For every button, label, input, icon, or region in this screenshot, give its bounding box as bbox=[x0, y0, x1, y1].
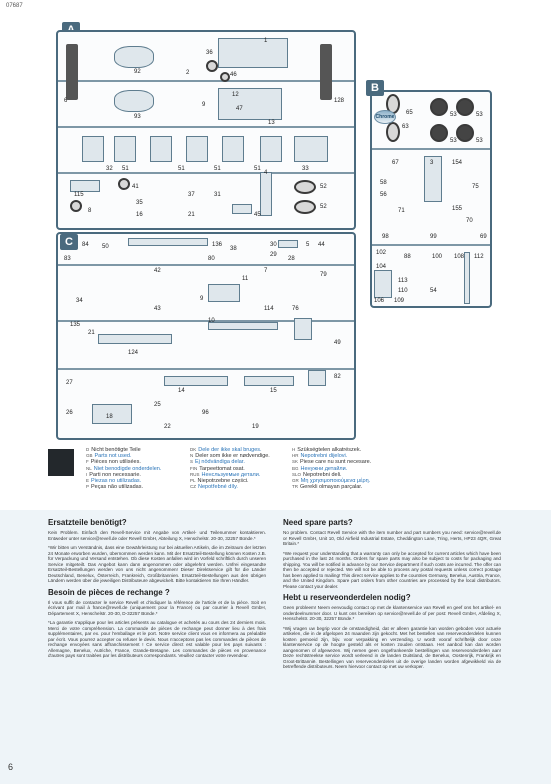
part-11-shape bbox=[208, 284, 240, 302]
part-115-shape bbox=[70, 180, 100, 192]
part-label: 83 bbox=[64, 256, 71, 262]
part-92-shape bbox=[114, 46, 154, 68]
part-label: 6 bbox=[64, 98, 68, 104]
nl-title: Hebt u reserveonderdelen nodig? bbox=[283, 593, 411, 602]
legend-column-2 bbox=[190, 447, 270, 490]
part-grid-shape bbox=[260, 136, 282, 162]
part-label: 104 bbox=[376, 264, 387, 270]
part-label: 115 bbox=[74, 192, 84, 198]
part-label: 47 bbox=[236, 106, 243, 112]
part-label: 37 bbox=[188, 192, 195, 198]
part-label: 3 bbox=[430, 160, 434, 166]
part-label: 51 bbox=[254, 166, 261, 172]
part-label: 63 bbox=[402, 124, 409, 130]
legend-text: Piese care nu sunt necesare. bbox=[300, 459, 372, 466]
legend-text: Niet benodigde onderdelen. bbox=[93, 465, 162, 472]
part-45-shape bbox=[232, 204, 252, 214]
part-label: 1 bbox=[264, 38, 268, 44]
part-label: 21 bbox=[188, 212, 195, 218]
part-label: 30 bbox=[270, 242, 277, 248]
language-code: BG bbox=[292, 465, 299, 471]
part-label: 155 bbox=[452, 206, 463, 212]
part-108-shape bbox=[464, 252, 470, 304]
language-code: I bbox=[86, 471, 88, 477]
part-label: 98 bbox=[382, 234, 389, 240]
fr-paragraph-1: Il vous suffit de contacter le service Revell et d'indiquer la référence de l'article et de la pièce. Soit en écrivant par mail à france@revell.de (uniquement pour la France) ou par courrier à Revell GmbH, Département X, Henschelstr. 20-30, D-32257 Bünde.* bbox=[48, 599, 266, 616]
sprue-rail bbox=[58, 80, 354, 82]
part-label: 71 bbox=[398, 208, 405, 214]
nl-paragraph-2: *Wij vragen uw begrip voor de omstandigheid, dat er alleen garantie kan worden geboden voor actuele artikelen, die in de afgelopen 24 maanden zijn gekocht. Met het bestellen van reserveonderdelen kunnen kosten gemoeid zijn, bijv. voor verpakking en verzending. U wordt vooraf schriftelijk door onze klantenservice op de hoogte gesteld als er kosten zouden ontstaan. Het aanbod kan dan worden aangenomen of afgewezen. Wij nemen geen ongefrankeerde bestellingen van reserveonderdelen aan! Deze rechtstreekse service wordt verleend in de landen Duitsland, de Benelux, Oostenrijk, Frankrijk en Groot-Brittannië. Bestellingen van reserveonderdelen uit de overige landen worden afgewikkeld via de betreffende distributeurs. Neem hiervoor contact op met uw verkoper. bbox=[283, 625, 501, 669]
part-label: 32 bbox=[106, 166, 113, 172]
language-code: SLO bbox=[292, 471, 302, 477]
sprue-rail bbox=[372, 148, 490, 150]
legend-text: Peças não utilizadas. bbox=[91, 484, 143, 491]
part-50-shape bbox=[128, 238, 208, 246]
en-paragraph-2: *We request your understanding that a warranty can only be accepted for current articles which have been purchased in the last 24 months. Orders for spare parts may also be subject to costs for packaging and shipping. You will be notified in advance by our Service department if such costs are incurred. The offer can then be accepted or rejected. We will not be able to process any postal requests unless correct postage has been applied to mailing! This direct service applies to the countries Germany, Benelux, Austria, France, and the United Kingdom. Spare part orders from other countries are processed by the local distributors. Please contact your dealer. bbox=[283, 550, 501, 589]
part-label: 100 bbox=[432, 254, 443, 260]
part-label: 51 bbox=[122, 166, 129, 172]
document-id: 07687 bbox=[6, 3, 23, 9]
language-code: RUS bbox=[190, 471, 200, 477]
sprue-a-frame bbox=[56, 30, 356, 230]
part-label: 50 bbox=[102, 244, 109, 250]
legend-text: Tarpeettomat osat. bbox=[199, 465, 245, 472]
sprue-c-label: C bbox=[60, 234, 78, 250]
part-label: 9 bbox=[202, 102, 206, 108]
part-label: 110 bbox=[398, 288, 408, 294]
part-label: 88 bbox=[404, 254, 411, 260]
part-93-shape bbox=[114, 90, 154, 112]
legend-text: Szükségtelen alkatrészek. bbox=[297, 447, 362, 453]
legend-text: Niepotrzebne części. bbox=[197, 478, 249, 485]
de-paragraph-1: Kein Problem. Einfach den Revell-Service mit Angabe von Artikel- und Teilenummer kontaktieren. Entweder unter service@revell.de oder Revell GmbH, Abteilung X, Henschelstr. 20-30, 32257 Bünde.* bbox=[48, 530, 266, 541]
legend-text: Dele der ikke skal bruges. bbox=[198, 447, 262, 453]
part-label: 22 bbox=[164, 424, 171, 430]
part-label: 128 bbox=[334, 98, 345, 104]
part-1-shape bbox=[218, 38, 288, 68]
unused-parts-swatch bbox=[48, 449, 74, 476]
part-label: 80 bbox=[208, 256, 215, 262]
legend-entry bbox=[190, 484, 270, 490]
part-label: 45 bbox=[254, 212, 261, 218]
part-label: 19 bbox=[252, 424, 259, 430]
language-code: TR bbox=[292, 484, 298, 490]
part-label: 84 bbox=[82, 242, 89, 248]
part-30-shape bbox=[278, 240, 298, 248]
part-label: 44 bbox=[318, 242, 325, 248]
part-label: 13 bbox=[268, 120, 275, 126]
service-left-column bbox=[48, 518, 266, 663]
part-label: 29 bbox=[270, 252, 277, 258]
legend-text: Nicht benötigte Teile bbox=[91, 447, 141, 453]
part-label: 67 bbox=[392, 160, 399, 166]
fr-paragraph-2: *La garantie s'applique pour les articles présents au catalogue et achetés au cours des 24 derniers mois. Merci de votre compréhension. La commande de pièces de rechange peut donner lieu à des frais supplémentaires, par ex. pour l'emballage et le port. Notre service client vous en informera au préalable par écrit. Vous pourrez accepter ou refuser le devis. Nous n'acceptons pas les commandes de pièces de rechange envoyées sans affranchissement ! Ce service direct est valable pour les pays suivants : Allemagne, Benelux, Autriche, France, Grande-Bretagne. Les commandes de pièces en provenance d'autres pays sont traitées par les distributeurs correspondants. Veuillez contacter votre revendeur. bbox=[48, 620, 266, 658]
part-label: 51 bbox=[178, 166, 185, 172]
tire-icon bbox=[456, 124, 474, 142]
part-label: 108 bbox=[454, 254, 465, 260]
part-2-shape bbox=[218, 88, 282, 120]
part-label: 109 bbox=[394, 298, 405, 304]
part-label: 16 bbox=[136, 212, 143, 218]
part-52-shape bbox=[294, 200, 316, 214]
part-65-shape bbox=[386, 122, 400, 142]
part-15-shape bbox=[244, 376, 294, 386]
part-label: 52 bbox=[320, 204, 327, 210]
part-127-shape bbox=[66, 44, 78, 100]
part-label: 26 bbox=[66, 410, 73, 416]
part-grid-shape bbox=[82, 136, 104, 162]
service-right-column bbox=[283, 518, 501, 674]
part-label: 46 bbox=[230, 72, 237, 78]
language-code: H bbox=[292, 447, 296, 452]
de-paragraph-2: *Wir bitten um Verständnis, dass eine Gewährleistung nur bei aktuellen Artikeln, die im Zeitraum der letzten 24 Monate erworben wurden, übernommen werden kann. Mit der Ersatzteil-Bestellung können Kosten z.B. für Verpackung und Versand entstehen. Ob diese Kosten anfallen wird im Vorfeld schriftlich durch unseren Service mitgeteilt. Das Angebot kann dann angenommen oder abgelehnt werden. Unfrei eingesandte Ersatzteil-Bestellungen werden von uns nicht angenommen! Dieser Direktservice gilt für die Länder Deutschland, Benelux, Österreich, Frankreich, Großbritannien. Ersatzteil-Bestellungen aus den übrigen Ländern werden über die jeweiligen Distributeure abgewickelt. Bitte kontaktieren Sie Ihren Händler. bbox=[48, 545, 266, 583]
part-label: 93 bbox=[134, 114, 141, 120]
part-label: 112 bbox=[474, 254, 484, 260]
tire-icon bbox=[430, 98, 448, 116]
part-label: 56 bbox=[380, 192, 387, 198]
part-label: 135 bbox=[70, 322, 81, 328]
legend-text: Nepotrebni dijelovi. bbox=[300, 453, 348, 460]
part-label: 124 bbox=[128, 350, 139, 356]
sprue-rail bbox=[58, 126, 354, 128]
legend-text: Ненужни детайли. bbox=[300, 465, 348, 472]
part-grid-shape bbox=[150, 136, 172, 162]
legend-text: Μη χρησιμοποιούμενα μέρη. bbox=[300, 478, 371, 485]
part-label: 92 bbox=[134, 69, 141, 75]
legend-text: Nepotrebni deli. bbox=[303, 471, 342, 478]
part-label: 11 bbox=[242, 276, 249, 282]
part-label: 154 bbox=[452, 160, 463, 166]
part-label: 25 bbox=[154, 402, 161, 408]
part-label: 53 bbox=[476, 138, 483, 144]
en-paragraph-1: No problem. Contact Revell Service with the item number and part numbers you need: service@revell.de or Revell GmbH, Unit 10, Old Airfield Industrial Estate, Cheddington Lane, Tring, Herts, HP23 4QR, Great Britain.* bbox=[283, 530, 501, 546]
sprue-b-label: B bbox=[366, 80, 384, 96]
legend-text: Pièces non utilisées. bbox=[90, 459, 141, 466]
part-label: 75 bbox=[472, 184, 479, 190]
part-label: 38 bbox=[230, 246, 237, 252]
part-label: 53 bbox=[450, 112, 457, 118]
part-label: 53 bbox=[450, 138, 457, 144]
part-label: 76 bbox=[292, 306, 299, 312]
sprue-rail bbox=[58, 172, 354, 174]
language-code: GR bbox=[292, 478, 299, 484]
sprue-rail bbox=[58, 264, 354, 266]
part-label: 28 bbox=[288, 256, 295, 262]
part-label: 2 bbox=[186, 70, 190, 76]
fr-title: Besoin de pièces de rechange ? bbox=[48, 587, 170, 597]
language-code: E bbox=[86, 478, 90, 484]
part-10-shape bbox=[208, 322, 278, 330]
legend-text: Parts not used. bbox=[94, 453, 132, 460]
legend-entry bbox=[292, 484, 371, 490]
sprue-c-frame bbox=[56, 232, 356, 440]
legend-text: Parti non necessarie. bbox=[89, 471, 141, 478]
language-code: PL bbox=[190, 478, 196, 484]
legend-text: Gerekli olmayan parçalar. bbox=[300, 484, 363, 491]
legend-entry bbox=[86, 484, 161, 490]
language-code: DK bbox=[190, 447, 197, 452]
legend-column-1 bbox=[86, 447, 161, 490]
part-label: 106 bbox=[374, 298, 385, 304]
part-label: 34 bbox=[76, 298, 83, 304]
part-label: 70 bbox=[466, 218, 473, 224]
part-label: 5 bbox=[306, 242, 310, 248]
part-label: 69 bbox=[480, 234, 487, 240]
part-14-shape bbox=[164, 376, 228, 386]
part-label: 14 bbox=[178, 388, 185, 394]
tire-icon bbox=[430, 124, 448, 142]
part-label: 54 bbox=[430, 288, 437, 294]
language-code: P bbox=[86, 484, 90, 490]
part-label: 12 bbox=[232, 92, 239, 98]
legend-text: Ej nödvändiga delar. bbox=[195, 459, 245, 466]
part-label: 102 bbox=[376, 250, 387, 256]
part-82-shape bbox=[308, 370, 326, 386]
part-label: 51 bbox=[214, 166, 221, 172]
sprue-rail bbox=[372, 244, 490, 246]
part-label: 10 bbox=[208, 318, 215, 324]
legend-column-3 bbox=[292, 447, 371, 490]
part-label: 15 bbox=[270, 388, 277, 394]
part-36-shape bbox=[206, 60, 218, 72]
part-label: 18 bbox=[106, 414, 113, 420]
page-number: 6 bbox=[8, 762, 14, 772]
language-code: NL bbox=[86, 465, 92, 471]
part-label: 96 bbox=[202, 410, 209, 416]
language-code: HR bbox=[292, 453, 299, 459]
part-4-shape bbox=[260, 172, 272, 216]
part-label: 8 bbox=[88, 208, 92, 214]
language-code: SK bbox=[292, 459, 299, 465]
chrome-badge: Chrome bbox=[374, 110, 396, 124]
part-label: 7 bbox=[264, 268, 268, 274]
part-label: 136 bbox=[212, 242, 223, 248]
language-code: FIN bbox=[190, 465, 198, 471]
part-grid-shape bbox=[222, 136, 244, 162]
part-8-shape bbox=[70, 200, 82, 212]
part-label: 4 bbox=[264, 170, 268, 176]
en-title: Need spare parts? bbox=[283, 518, 353, 527]
part-label: 35 bbox=[136, 200, 143, 206]
part-label: 27 bbox=[66, 380, 73, 386]
language-code: N bbox=[190, 453, 194, 459]
language-code: F bbox=[86, 459, 89, 465]
part-label: 52 bbox=[320, 184, 327, 190]
part-label: 114 bbox=[264, 306, 274, 312]
part-label: 42 bbox=[154, 268, 161, 274]
part-128-shape bbox=[320, 44, 332, 100]
part-label: 65 bbox=[406, 110, 413, 116]
language-code: D bbox=[86, 447, 90, 452]
part-grid-shape bbox=[114, 136, 136, 162]
legend-text: Piezas no utilizadas. bbox=[91, 478, 142, 485]
part-label: 49 bbox=[334, 340, 341, 346]
language-code: GB bbox=[86, 453, 93, 459]
nl-paragraph-1: Geen probleem! Neem eenvoudig contact op met de klantenservice van Revell en geef ons het artikel- en onderdeelnummer door. U kunt ons bereiken op service@revell.de of per post: Revell GmbH, Afdeling X, Henschelstr. 20-30, 32257 Bünde.* bbox=[283, 605, 501, 621]
part-52-shape bbox=[294, 180, 316, 194]
part-21-shape bbox=[98, 334, 172, 344]
part-33-shape bbox=[294, 136, 328, 162]
part-label: 58 bbox=[380, 180, 387, 186]
part-label: 9 bbox=[200, 296, 204, 302]
part-label: 21 bbox=[88, 330, 95, 336]
legend-text: Deler som ikke er nødvendige. bbox=[195, 453, 270, 460]
part-label: 36 bbox=[206, 50, 213, 56]
language-code: CZ bbox=[190, 484, 196, 490]
part-49-shape bbox=[294, 318, 312, 340]
part-label: 82 bbox=[334, 374, 341, 380]
part-label: 33 bbox=[302, 166, 309, 172]
legend-text: Ненсльзуемые детали. bbox=[201, 471, 261, 478]
part-label: 31 bbox=[214, 192, 221, 198]
part-41-shape bbox=[118, 178, 130, 190]
part-grid-shape bbox=[186, 136, 208, 162]
part-label: 113 bbox=[398, 278, 408, 284]
part-label: 43 bbox=[154, 306, 161, 312]
part-label: 79 bbox=[320, 272, 327, 278]
de-title: Ersatzteile benötigt? bbox=[48, 518, 127, 527]
tire-icon bbox=[456, 98, 474, 116]
legend-text: Nepotřebné díly. bbox=[198, 484, 238, 491]
part-label: 53 bbox=[476, 112, 483, 118]
part-106-shape bbox=[374, 270, 392, 298]
part-label: 99 bbox=[430, 234, 437, 240]
language-code: S bbox=[190, 459, 194, 465]
part-46-shape bbox=[220, 72, 230, 82]
part-label: 41 bbox=[132, 184, 139, 190]
